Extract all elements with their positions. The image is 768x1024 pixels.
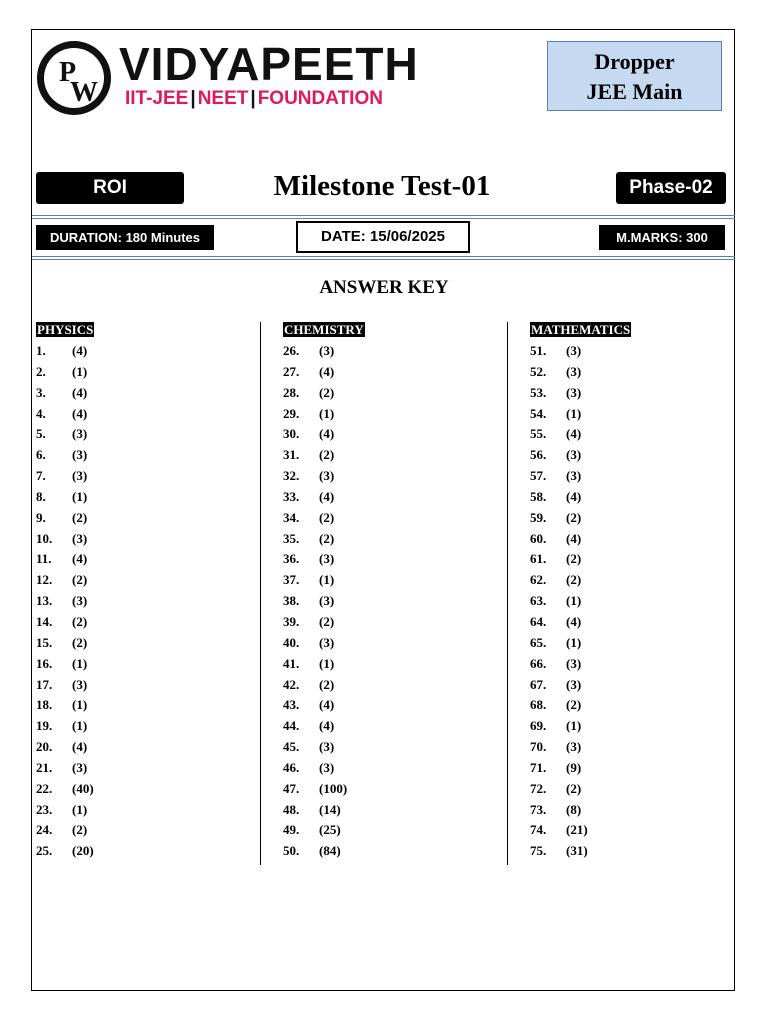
question-number: 64.	[530, 613, 547, 629]
answer-option: (3)	[566, 676, 582, 692]
section-heading: PHYSICS	[37, 322, 94, 337]
answer-row	[36, 529, 256, 550]
question-number: 33.	[283, 488, 300, 504]
question-number: 56.	[530, 447, 547, 463]
answer-row	[283, 404, 503, 425]
answer-option: (3)	[319, 343, 335, 358]
answer-option: (4)	[72, 384, 88, 400]
question-number: 30.	[283, 426, 300, 442]
max-marks-badge: M.MARKS: 300	[599, 225, 725, 250]
answer-option: (2)	[566, 509, 582, 525]
question-number: 75.	[530, 843, 547, 859]
answer-option: (100)	[319, 780, 348, 796]
answer-row	[283, 633, 503, 654]
answer-row	[36, 654, 256, 675]
answer-row	[283, 695, 503, 716]
answer-row	[36, 383, 256, 404]
answer-row	[530, 758, 750, 779]
tagline-separator: |	[190, 88, 196, 109]
answer-option: (25)	[319, 822, 341, 838]
answer-list	[283, 341, 503, 862]
answer-option: (4)	[566, 488, 582, 504]
answer-option: (21)	[566, 822, 588, 838]
question-number: 35.	[283, 530, 300, 546]
question-number: 47.	[283, 780, 300, 796]
answer-option: (1)	[72, 655, 88, 671]
answer-option: (4)	[566, 530, 582, 546]
question-number: 69.	[530, 718, 547, 734]
answer-option: (3)	[72, 468, 88, 484]
answer-option: (20)	[72, 843, 94, 859]
answer-row	[36, 404, 256, 425]
question-number: 53.	[530, 384, 547, 400]
question-number: 50.	[283, 843, 300, 859]
brand-name: VIDYAPEETH	[119, 38, 419, 90]
question-number: 23.	[36, 801, 53, 817]
answer-option: (4)	[72, 551, 88, 567]
answer-option: (2)	[319, 384, 335, 400]
answer-row	[36, 487, 256, 508]
question-number: 70.	[530, 739, 547, 755]
answer-option: (3)	[319, 468, 335, 484]
answer-row	[283, 654, 503, 675]
question-number: 62.	[530, 572, 547, 588]
question-number: 29.	[283, 405, 300, 421]
answer-option: (3)	[72, 426, 88, 442]
answer-row	[283, 362, 503, 383]
batch-line-2: JEE Main	[586, 79, 683, 104]
answer-row	[530, 820, 750, 841]
answer-option: (1)	[566, 634, 582, 650]
answer-row	[530, 404, 750, 425]
answer-row	[283, 549, 503, 570]
answer-row	[530, 508, 750, 529]
answer-row	[283, 758, 503, 779]
answer-row	[530, 654, 750, 675]
answer-row	[36, 549, 256, 570]
answer-list	[36, 341, 256, 862]
answer-option: (1)	[72, 363, 88, 379]
divider-rule	[32, 256, 735, 257]
answer-row	[283, 570, 503, 591]
answer-row	[530, 362, 750, 383]
answer-option: (3)	[319, 759, 335, 775]
answer-row	[530, 612, 750, 633]
answer-list	[530, 341, 750, 862]
answer-row	[530, 487, 750, 508]
batch-line-1: Dropper	[594, 49, 675, 74]
answer-option: (4)	[319, 426, 335, 442]
question-number: 48.	[283, 801, 300, 817]
section-heading: CHEMISTRY	[284, 322, 364, 337]
question-number: 28.	[283, 384, 300, 400]
answer-option: (1)	[566, 593, 582, 609]
answer-option: (4)	[72, 739, 88, 755]
answer-row	[36, 445, 256, 466]
pw-logo	[37, 41, 111, 115]
answer-option: (3)	[72, 530, 88, 546]
answer-row	[36, 737, 256, 758]
answer-option: (3)	[319, 551, 335, 567]
question-number: 54.	[530, 405, 547, 421]
answer-option: (2)	[72, 822, 88, 838]
center-badge: ROI	[36, 172, 184, 204]
answer-row	[530, 466, 750, 487]
answer-option: (2)	[319, 530, 335, 546]
answer-option: (31)	[566, 843, 588, 859]
brand-tagline	[125, 88, 383, 110]
question-number: 40.	[283, 634, 300, 650]
answer-row	[283, 487, 503, 508]
answer-option: (2)	[566, 697, 582, 713]
question-number: 1.	[36, 343, 46, 358]
answer-option: (1)	[566, 405, 582, 421]
pw-logo-mark	[37, 41, 111, 115]
answer-option: (3)	[72, 447, 88, 463]
tagline-neet: NEET	[197, 88, 249, 109]
phase-badge: Phase-02	[616, 172, 726, 204]
answer-option: (4)	[72, 343, 88, 358]
answer-option: (3)	[566, 384, 582, 400]
answer-row	[36, 841, 256, 862]
question-number: 15.	[36, 634, 53, 650]
question-number: 24.	[36, 822, 53, 838]
question-number: 63.	[530, 593, 547, 609]
section-heading: MATHEMATICS	[531, 322, 631, 337]
question-number: 25.	[36, 843, 53, 859]
question-number: 71.	[530, 759, 547, 775]
answer-option: (9)	[566, 759, 582, 775]
answer-row	[530, 633, 750, 654]
answer-row	[283, 424, 503, 445]
answer-row	[283, 841, 503, 862]
question-number: 26.	[283, 343, 300, 358]
question-number: 57.	[530, 468, 547, 484]
answer-row	[530, 675, 750, 696]
answer-option: (4)	[319, 363, 335, 379]
answer-option: (2)	[72, 613, 88, 629]
answer-row	[530, 570, 750, 591]
question-number: 58.	[530, 488, 547, 504]
question-number: 2.	[36, 363, 46, 379]
question-number: 22.	[36, 780, 53, 796]
answer-option: (1)	[319, 655, 335, 671]
question-number: 16.	[36, 655, 53, 671]
question-number: 73.	[530, 801, 547, 817]
answer-row	[36, 591, 256, 612]
answer-row	[530, 341, 750, 362]
answer-option: (14)	[319, 801, 341, 817]
answer-option: (3)	[319, 634, 335, 650]
section-physics	[36, 321, 256, 862]
answer-option: (1)	[319, 405, 335, 421]
answer-option: (2)	[566, 572, 582, 588]
question-number: 44.	[283, 718, 300, 734]
answer-row	[36, 424, 256, 445]
question-number: 52.	[530, 363, 547, 379]
answer-option: (2)	[319, 447, 335, 463]
section-mathematics	[530, 321, 750, 862]
question-number: 65.	[530, 634, 547, 650]
answer-option: (1)	[566, 718, 582, 734]
answer-option: (3)	[72, 593, 88, 609]
answer-option: (3)	[319, 739, 335, 755]
answer-option: (2)	[566, 551, 582, 567]
batch-box	[547, 41, 722, 111]
test-title: Milestone Test-01	[273, 170, 491, 202]
question-number: 55.	[530, 426, 547, 442]
answer-row	[36, 508, 256, 529]
answer-row	[530, 695, 750, 716]
answer-option: (3)	[566, 739, 582, 755]
answer-row	[530, 841, 750, 862]
answer-row	[283, 800, 503, 821]
question-number: 5.	[36, 426, 46, 442]
question-number: 38.	[283, 593, 300, 609]
question-number: 68.	[530, 697, 547, 713]
answer-option: (2)	[319, 509, 335, 525]
tagline-iit-jee: IIT-JEE	[125, 88, 189, 109]
question-number: 31.	[283, 447, 300, 463]
logo-letter-p: P	[59, 57, 77, 88]
question-number: 49.	[283, 822, 300, 838]
question-number: 17.	[36, 676, 53, 692]
answer-option: (8)	[566, 801, 582, 817]
answer-row	[36, 341, 256, 362]
question-number: 8.	[36, 488, 46, 504]
question-number: 39.	[283, 613, 300, 629]
answer-option: (1)	[319, 572, 335, 588]
answer-option: (2)	[72, 572, 88, 588]
answer-row	[283, 341, 503, 362]
answer-option: (3)	[319, 593, 335, 609]
answer-row	[530, 716, 750, 737]
question-number: 27.	[283, 363, 300, 379]
question-number: 74.	[530, 822, 547, 838]
answer-option: (3)	[566, 447, 582, 463]
answer-row	[530, 529, 750, 550]
answer-row	[283, 529, 503, 550]
question-number: 59.	[530, 509, 547, 525]
answer-row	[530, 779, 750, 800]
answer-option: (3)	[566, 363, 582, 379]
question-number: 60.	[530, 530, 547, 546]
answer-option: (4)	[319, 718, 335, 734]
answer-row	[530, 737, 750, 758]
answer-row	[36, 612, 256, 633]
answer-row	[283, 383, 503, 404]
answer-option: (2)	[319, 613, 335, 629]
answer-row	[36, 362, 256, 383]
answer-row	[36, 570, 256, 591]
question-number: 11.	[36, 551, 52, 567]
divider-rule	[32, 218, 735, 219]
answer-row	[283, 820, 503, 841]
question-number: 10.	[36, 530, 53, 546]
question-number: 13.	[36, 593, 53, 609]
answer-option: (40)	[72, 780, 94, 796]
answer-option: (3)	[566, 343, 582, 358]
answer-row	[36, 466, 256, 487]
column-divider	[260, 322, 261, 865]
answer-row	[283, 737, 503, 758]
answer-row	[36, 675, 256, 696]
answer-option: (2)	[566, 780, 582, 796]
answer-option: (2)	[72, 634, 88, 650]
answer-option: (1)	[72, 801, 88, 817]
answer-option: (4)	[319, 697, 335, 713]
question-number: 19.	[36, 718, 53, 734]
tagline-foundation: FOUNDATION	[257, 88, 383, 109]
section-chemistry	[283, 321, 503, 862]
answer-key-heading: ANSWER KEY	[319, 277, 449, 298]
question-number: 51.	[530, 343, 547, 358]
tagline-separator: |	[250, 88, 256, 109]
question-number: 72.	[530, 780, 547, 796]
answer-option: (84)	[319, 843, 341, 859]
question-number: 3.	[36, 384, 46, 400]
answer-option: (3)	[566, 468, 582, 484]
answer-row	[530, 549, 750, 570]
answer-option: (4)	[566, 613, 582, 629]
answer-row	[36, 779, 256, 800]
answer-option: (1)	[72, 697, 88, 713]
answer-row	[36, 633, 256, 654]
answer-option: (4)	[72, 405, 88, 421]
divider-rule	[32, 215, 735, 216]
answer-option: (2)	[72, 509, 88, 525]
answer-row	[36, 758, 256, 779]
logo-letter-w: W	[70, 77, 98, 108]
answer-row	[283, 466, 503, 487]
question-number: 20.	[36, 739, 53, 755]
answer-row	[283, 508, 503, 529]
answer-row	[530, 424, 750, 445]
answer-row	[283, 716, 503, 737]
question-number: 46.	[283, 759, 300, 775]
answer-option: (1)	[72, 718, 88, 734]
question-number: 45.	[283, 739, 300, 755]
date-box: DATE: 15/06/2025	[296, 221, 470, 253]
duration-badge: DURATION: 180 Minutes	[36, 225, 214, 250]
answer-option: (2)	[319, 676, 335, 692]
answer-row	[283, 591, 503, 612]
question-number: 41.	[283, 655, 300, 671]
answer-row	[530, 383, 750, 404]
answer-row	[283, 675, 503, 696]
answer-option: (3)	[566, 655, 582, 671]
divider-rule	[32, 259, 735, 260]
question-number: 9.	[36, 509, 46, 525]
column-divider	[507, 322, 508, 865]
answer-row	[36, 820, 256, 841]
question-number: 34.	[283, 509, 300, 525]
answer-row	[530, 445, 750, 466]
question-number: 42.	[283, 676, 300, 692]
question-number: 61.	[530, 551, 547, 567]
question-number: 7.	[36, 468, 46, 484]
answer-row	[283, 612, 503, 633]
question-number: 14.	[36, 613, 53, 629]
answer-option: (3)	[72, 759, 88, 775]
answer-row	[283, 445, 503, 466]
answer-row	[36, 800, 256, 821]
question-number: 12.	[36, 572, 53, 588]
question-number: 66.	[530, 655, 547, 671]
answer-row	[530, 591, 750, 612]
question-number: 36.	[283, 551, 300, 567]
answer-option: (3)	[72, 676, 88, 692]
answer-row	[283, 779, 503, 800]
answer-option: (4)	[319, 488, 335, 504]
answer-option: (1)	[72, 488, 88, 504]
answer-row	[36, 695, 256, 716]
question-number: 43.	[283, 697, 300, 713]
question-number: 18.	[36, 697, 53, 713]
question-number: 67.	[530, 676, 547, 692]
question-number: 32.	[283, 468, 300, 484]
answer-option: (4)	[566, 426, 582, 442]
question-number: 6.	[36, 447, 46, 463]
question-number: 37.	[283, 572, 300, 588]
answer-row	[36, 716, 256, 737]
question-number: 4.	[36, 405, 46, 421]
question-number: 21.	[36, 759, 53, 775]
answer-row	[530, 800, 750, 821]
